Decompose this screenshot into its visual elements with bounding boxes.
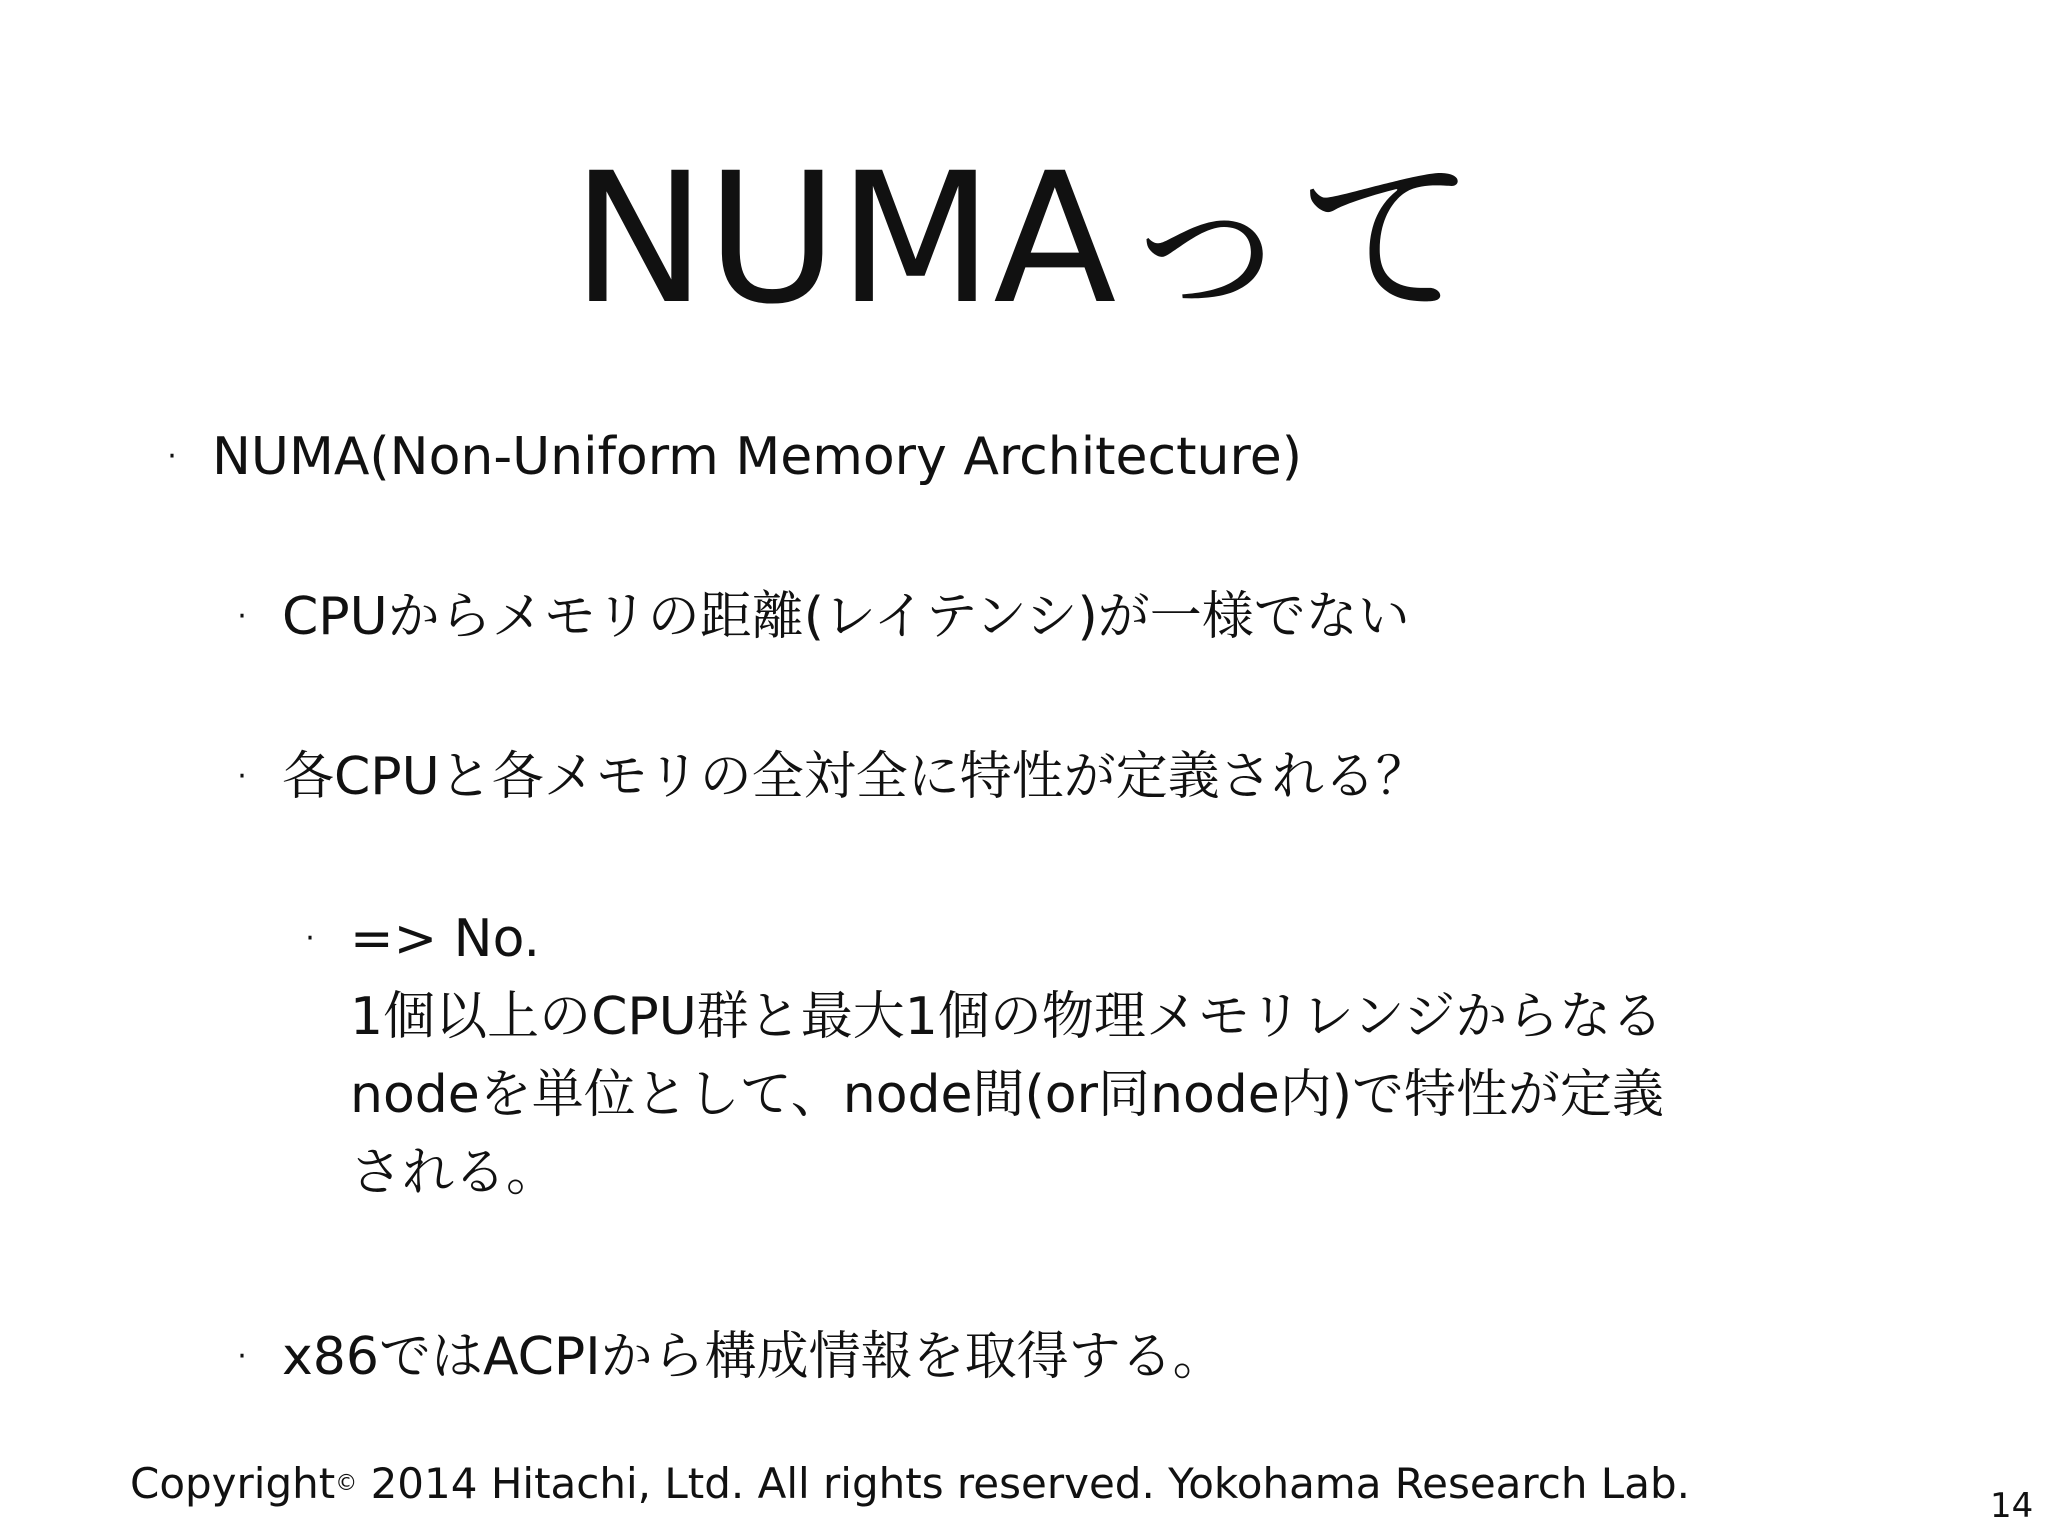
bullet-dot: · <box>237 599 247 634</box>
page-number: 14 <box>1990 1486 2034 1526</box>
bullet-acpi <box>222 1318 1225 1396</box>
bullet-text <box>350 900 1664 1212</box>
copyright-icon: © <box>335 1471 358 1496</box>
answer-line-3: nodeを単位として、node間(or同node内)で特性が定義 <box>350 1065 1665 1125</box>
copyright-suffix: 2014 Hitachi, Ltd. All rights reserved. Yokohama Research Lab. <box>357 1459 1690 1508</box>
answer-line-1: => No. <box>350 909 540 969</box>
bullet-dot: · <box>167 439 177 474</box>
copyright-prefix: Copyright <box>130 1459 336 1508</box>
bullet-text: x86ではACPIから構成情報を取得する。 <box>282 1327 1225 1387</box>
bullet-answer <box>290 900 1664 1212</box>
bullet-latency <box>222 578 1410 656</box>
bullet-dot: · <box>305 921 315 956</box>
bullet-text: CPUからメモリの距離(レイテンシ)が一様でない <box>282 587 1410 647</box>
answer-line-4: される。 <box>350 1143 559 1203</box>
bullet-dot: · <box>237 1339 247 1374</box>
copyright-footer <box>130 1454 1690 1514</box>
bullet-text: NUMA(Non-Uniform Memory Architecture) <box>212 427 1302 487</box>
bullet-numa-definition <box>152 418 1302 496</box>
bullet-dot: · <box>237 759 247 794</box>
answer-line-2: 1個以上のCPU群と最大1個の物理メモリレンジからなる <box>350 987 1664 1047</box>
slide-title: NUMAって <box>571 135 1477 344</box>
bullet-text: 各CPUと各メモリの全対全に特性が定義される？ <box>282 747 1428 807</box>
bullet-question <box>222 738 1428 816</box>
